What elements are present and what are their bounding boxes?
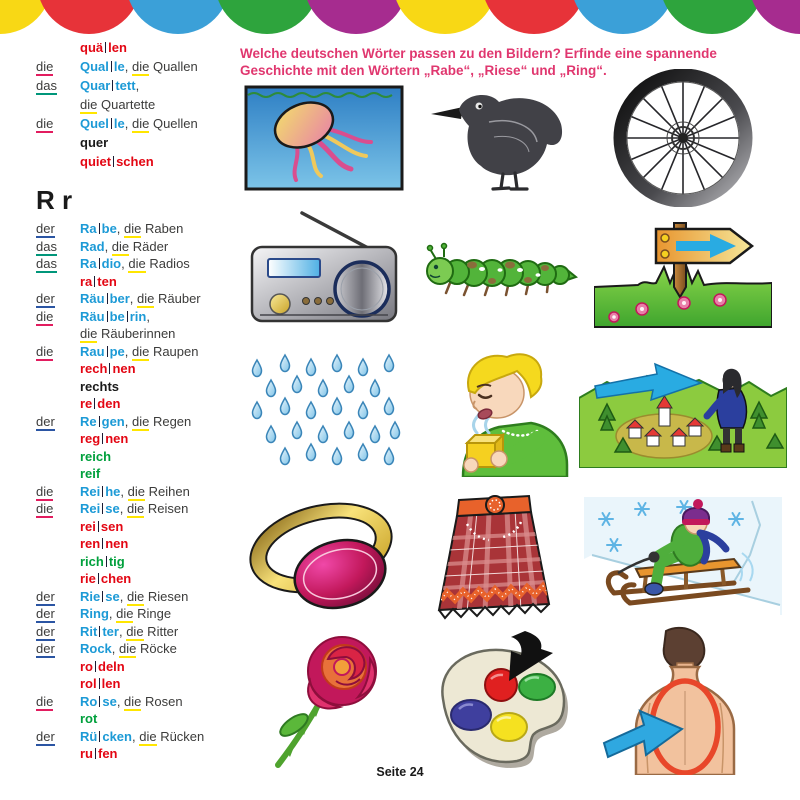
word-entry	[36, 344, 248, 362]
word-segment: quä	[80, 40, 104, 55]
syllable-divider	[95, 748, 96, 759]
word-segment: Reihen	[145, 483, 190, 499]
word-segment: die	[126, 623, 144, 639]
syllable-divider	[99, 731, 100, 742]
syllable-divider	[98, 573, 99, 584]
word-segment: rot	[80, 711, 98, 726]
word-segment: se	[102, 693, 117, 709]
word-segment: Rosen	[141, 693, 183, 709]
word-entry	[36, 641, 248, 659]
word-segment: ,	[104, 238, 112, 254]
word-segment: Raben	[141, 221, 184, 236]
word-entry	[36, 624, 248, 642]
word-text	[80, 606, 248, 621]
word-segment: fen	[98, 746, 118, 761]
word-segment: cken	[102, 728, 132, 744]
section-header-r: R r	[36, 185, 73, 215]
word-segment: Quel	[80, 116, 109, 131]
word-segment: ren	[80, 536, 101, 551]
word-entry	[36, 606, 248, 624]
word-segment: Rücken	[156, 728, 205, 744]
syllable-divider	[113, 156, 114, 167]
article: der	[36, 606, 55, 621]
word-segment: Re	[80, 413, 97, 429]
crayon-scallop	[571, 0, 675, 34]
word-text	[80, 40, 248, 55]
word-text	[80, 97, 248, 112]
syllable-divider	[102, 486, 103, 497]
word-text	[80, 729, 248, 744]
syllable-divider	[94, 398, 95, 409]
syllable-divider	[107, 293, 108, 304]
word-segment: se	[105, 501, 120, 516]
article: die	[36, 501, 54, 516]
word-segment: sen	[100, 518, 124, 534]
radio-illustration	[238, 198, 410, 338]
word-segment: ten	[97, 273, 117, 289]
word-segment: ,	[135, 78, 140, 93]
word-segment: Quellen	[149, 116, 198, 131]
signpost-right-illustration	[578, 198, 788, 338]
article-column	[36, 501, 80, 516]
syllable-divider	[107, 346, 108, 357]
crayon-scallop	[482, 0, 586, 34]
word-entry	[36, 40, 248, 59]
crayon-scallop	[37, 0, 141, 34]
word-segment: tett	[115, 78, 136, 93]
word-segment: ra	[80, 273, 93, 289]
article: die	[36, 483, 54, 499]
word-entry	[36, 135, 248, 154]
word-entry	[36, 396, 248, 414]
word-text	[80, 291, 248, 306]
word-segment: chen	[100, 571, 132, 586]
syllable-divider	[99, 416, 100, 427]
jellyfish-illustration	[238, 78, 410, 198]
word-text	[80, 221, 248, 236]
word-entry	[36, 221, 248, 239]
word-text	[80, 59, 248, 74]
word-text	[80, 116, 248, 131]
word-text	[80, 361, 248, 376]
wheel-illustration	[578, 78, 788, 198]
word-segment: Rit	[80, 623, 98, 639]
word-text	[80, 746, 248, 761]
word-segment: reg	[80, 431, 101, 446]
word-segment: ,	[120, 483, 128, 499]
word-segment: den	[97, 396, 121, 411]
word-segment: Ra	[80, 221, 97, 236]
word-entry	[36, 379, 248, 397]
word-segment: die	[116, 606, 134, 621]
word-segment: die	[126, 501, 145, 516]
word-entry	[36, 256, 248, 274]
raindrops-illustration	[238, 338, 410, 486]
word-entry	[36, 729, 248, 747]
word-segment: pe	[109, 343, 125, 359]
word-segment: Räu	[80, 308, 105, 324]
word-segment: rech	[80, 361, 108, 376]
word-entry	[36, 571, 248, 589]
article-column	[36, 59, 80, 74]
word-text	[80, 274, 248, 289]
syllable-divider	[127, 311, 128, 322]
raven-illustration	[410, 78, 578, 198]
word-segment: len	[101, 676, 121, 691]
word-segment: die	[119, 641, 137, 656]
syllable-divider	[99, 223, 100, 234]
crayon-scallop	[215, 0, 319, 34]
word-segment: rol	[80, 676, 97, 691]
word-segment: ,	[121, 256, 129, 271]
word-text	[80, 589, 248, 604]
syllable-divider	[102, 503, 103, 514]
word-entry	[36, 78, 248, 97]
word-segment: die	[127, 483, 145, 499]
word-segment: Rau	[80, 343, 105, 359]
crayon-scallop	[660, 0, 764, 34]
word-segment: ro	[80, 658, 93, 674]
word-segment: ,	[131, 728, 140, 744]
article-column	[36, 694, 80, 709]
word-entry	[36, 291, 248, 309]
giant-over-village-illustration	[578, 338, 788, 486]
word-text	[80, 624, 248, 639]
word-segment: be	[101, 221, 117, 236]
word-segment: die	[131, 343, 150, 359]
paint-palette-red-illustration	[410, 626, 578, 773]
word-segment: ,	[146, 308, 150, 324]
word-segment: die	[131, 59, 150, 74]
article: das	[36, 78, 57, 93]
instruction-line-2: Geschichte mit den Wörtern „Rabe“, „Riese“ und „Ring“.	[240, 63, 607, 78]
article: der	[36, 221, 55, 236]
word-segment: die	[131, 116, 150, 131]
word-segment: ,	[124, 116, 132, 131]
word-segment: Rock	[80, 641, 112, 656]
word-entry	[36, 116, 248, 135]
article: das	[36, 238, 57, 254]
word-entry	[36, 501, 248, 519]
word-entry	[36, 309, 248, 327]
syllable-divider	[102, 538, 103, 549]
word-text	[80, 554, 248, 569]
word-entry	[36, 676, 248, 694]
syllable-divider	[99, 258, 100, 269]
word-segment: die	[131, 413, 150, 429]
crayon-scallop	[393, 0, 497, 34]
article: der	[36, 413, 55, 429]
article: die	[36, 343, 54, 359]
article: die	[36, 59, 54, 74]
syllable-divider	[95, 661, 96, 672]
syllable-divider	[99, 696, 100, 707]
word-segment: Ro	[80, 693, 98, 709]
word-segment: Räder	[129, 238, 169, 254]
word-segment: Rü	[80, 728, 98, 744]
word-segment: die	[80, 326, 98, 341]
word-segment: gen	[101, 413, 125, 429]
syllable-divider	[102, 591, 103, 602]
word-segment: ,	[119, 588, 127, 604]
syllable-divider	[99, 678, 100, 689]
word-segment: quiet	[80, 154, 112, 169]
word-text	[80, 536, 248, 551]
word-segment: Rad	[80, 238, 105, 254]
word-entry	[36, 274, 248, 292]
word-segment: Räuber	[154, 291, 201, 306]
syllable-divider	[111, 118, 112, 129]
syllable-divider	[98, 521, 99, 532]
word-segment: Reisen	[144, 501, 189, 516]
word-text	[80, 641, 248, 656]
word-segment: quer	[80, 135, 109, 150]
word-segment: die	[111, 238, 130, 254]
word-segment: Radios	[145, 256, 190, 271]
word-segment: ,	[116, 221, 125, 236]
word-segment: ru	[80, 746, 93, 761]
word-segment: le	[113, 59, 125, 74]
word-segment: ,	[118, 623, 127, 639]
word-text	[80, 396, 248, 411]
word-segment: ,	[129, 291, 138, 306]
word-entry	[36, 484, 248, 502]
word-segment: ,	[124, 343, 132, 359]
r-section-entries	[36, 221, 248, 764]
word-segment: reich	[80, 448, 112, 464]
word-text	[80, 326, 248, 341]
word-entry	[36, 361, 248, 379]
article: der	[36, 641, 55, 656]
article-column	[36, 606, 80, 621]
instruction-line-1: Welche deutschen Wörter passen zu den Bildern? Erfinde eine spannende	[240, 46, 717, 61]
article-column	[36, 256, 80, 271]
word-segment: die	[80, 97, 98, 112]
word-text	[80, 711, 248, 726]
word-segment: die	[126, 588, 145, 604]
word-segment: Rei	[80, 483, 101, 499]
article-column	[36, 291, 80, 306]
word-segment: tig	[108, 553, 125, 569]
word-segment: die	[124, 693, 142, 709]
word-entry	[36, 466, 248, 484]
child-sledding-illustration	[578, 486, 788, 626]
article-column	[36, 221, 80, 236]
boy-smelling-illustration	[410, 338, 578, 486]
word-entry	[36, 97, 248, 116]
word-segment: he	[105, 483, 121, 499]
article: der	[36, 623, 55, 639]
syllable-divider	[99, 626, 100, 637]
word-segment: be	[109, 308, 125, 324]
word-segment: die	[128, 256, 146, 271]
word-text	[80, 501, 248, 516]
word-segment: Regen	[149, 413, 192, 429]
person-back-illustration	[578, 626, 788, 773]
word-text	[80, 449, 248, 464]
word-segment: Rei	[80, 501, 101, 516]
word-segment: rie	[80, 571, 96, 586]
word-segment: rechts	[80, 378, 120, 394]
illustration-grid	[238, 78, 788, 773]
word-text	[80, 78, 248, 93]
word-segment: die	[139, 728, 157, 744]
word-entry	[36, 536, 248, 554]
word-segment: dio	[101, 256, 122, 271]
article-column	[36, 624, 80, 639]
article-column	[36, 729, 80, 744]
q-section-entries	[36, 40, 248, 173]
word-entry	[36, 519, 248, 537]
crayon-scallop	[304, 0, 408, 34]
word-entry	[36, 694, 248, 712]
word-text	[80, 239, 248, 254]
word-segment: ,	[116, 693, 125, 709]
article-column	[36, 344, 80, 359]
syllable-divider	[111, 61, 112, 72]
word-segment: Qual	[80, 59, 109, 74]
article-column	[36, 414, 80, 429]
word-segment: rich	[80, 553, 104, 569]
word-segment: Röcke	[136, 641, 177, 656]
syllable-divider	[112, 80, 113, 91]
word-segment: ,	[124, 59, 132, 74]
article: der	[36, 291, 55, 306]
word-segment: Ringe	[133, 606, 172, 621]
word-segment: nen	[112, 361, 136, 376]
crayon-scallop	[126, 0, 230, 34]
word-text	[80, 414, 248, 429]
syllable-divider	[102, 433, 103, 444]
word-segment: nen	[105, 431, 129, 446]
word-text	[80, 309, 248, 324]
article-column	[36, 239, 80, 254]
word-text	[80, 344, 248, 359]
word-segment: ber	[109, 291, 130, 306]
syllable-divider	[94, 276, 95, 287]
word-text	[80, 154, 248, 169]
article: die	[36, 116, 54, 131]
word-segment: die	[124, 221, 142, 236]
article-column	[36, 484, 80, 499]
word-segment: Ring	[80, 606, 109, 621]
word-segment: Quartette	[97, 97, 156, 112]
syllable-divider	[109, 363, 110, 374]
word-entry	[36, 746, 248, 764]
word-segment: Quallen	[149, 59, 198, 74]
word-entry	[36, 554, 248, 572]
word-entry	[36, 711, 248, 729]
word-segment: Räu	[80, 291, 105, 306]
word-entry	[36, 659, 248, 677]
word-segment: Riesen	[144, 588, 189, 604]
crayon-scallop-border	[0, 0, 800, 38]
word-entry	[36, 449, 248, 467]
caterpillar-illustration	[410, 198, 578, 338]
article: der	[36, 588, 55, 604]
word-list	[36, 40, 248, 764]
word-entry	[36, 431, 248, 449]
word-text	[80, 676, 248, 691]
word-segment: se	[105, 588, 120, 604]
word-segment: le	[113, 116, 125, 131]
article-column	[36, 589, 80, 604]
word-entry	[36, 589, 248, 607]
word-segment: Quar	[80, 78, 111, 93]
syllable-divider	[106, 556, 107, 567]
page-number: Seite 24	[376, 765, 424, 779]
article: der	[36, 728, 55, 744]
word-segment: len	[108, 40, 127, 55]
crayon-scallop	[749, 0, 800, 34]
word-text	[80, 571, 248, 586]
word-segment: die	[137, 291, 155, 306]
word-segment: schen	[116, 154, 154, 169]
word-text	[80, 379, 248, 394]
article: die	[36, 308, 54, 324]
word-entry	[36, 414, 248, 432]
word-segment: rin	[129, 308, 147, 324]
article: das	[36, 256, 57, 271]
word-segment: ,	[111, 641, 120, 656]
word-text	[80, 484, 248, 499]
word-segment: Ra	[80, 256, 97, 271]
word-segment: nen	[105, 536, 129, 551]
article-column	[36, 641, 80, 656]
word-segment: re	[80, 396, 93, 411]
word-segment: Rie	[80, 588, 101, 604]
word-entry	[36, 239, 248, 257]
word-segment: Ritter	[143, 623, 179, 639]
syllable-divider	[105, 42, 106, 53]
article-column	[36, 309, 80, 324]
article: die	[36, 693, 54, 709]
word-segment: ter	[102, 623, 119, 639]
word-entry	[36, 154, 248, 173]
word-text	[80, 431, 248, 446]
word-text	[80, 694, 248, 709]
word-text	[80, 519, 248, 534]
word-text	[80, 135, 248, 150]
article-column	[36, 116, 80, 131]
word-segment: ,	[119, 501, 127, 516]
plaid-skirt-illustration	[410, 486, 578, 626]
word-segment: rei	[80, 518, 96, 534]
word-segment: deln	[98, 658, 125, 674]
word-segment: Räuberinnen	[97, 326, 176, 341]
rose-illustration	[238, 626, 410, 773]
word-segment: ,	[108, 606, 117, 621]
word-entry	[36, 326, 248, 344]
article-column	[36, 78, 80, 93]
word-segment: Raupen	[149, 343, 199, 359]
word-text	[80, 256, 248, 271]
word-segment: ,	[124, 413, 132, 429]
word-entry	[36, 59, 248, 78]
word-text	[80, 659, 248, 674]
word-segment: reif	[80, 466, 101, 481]
word-text	[80, 466, 248, 481]
syllable-divider	[107, 311, 108, 322]
gold-ring-illustration	[238, 486, 410, 626]
